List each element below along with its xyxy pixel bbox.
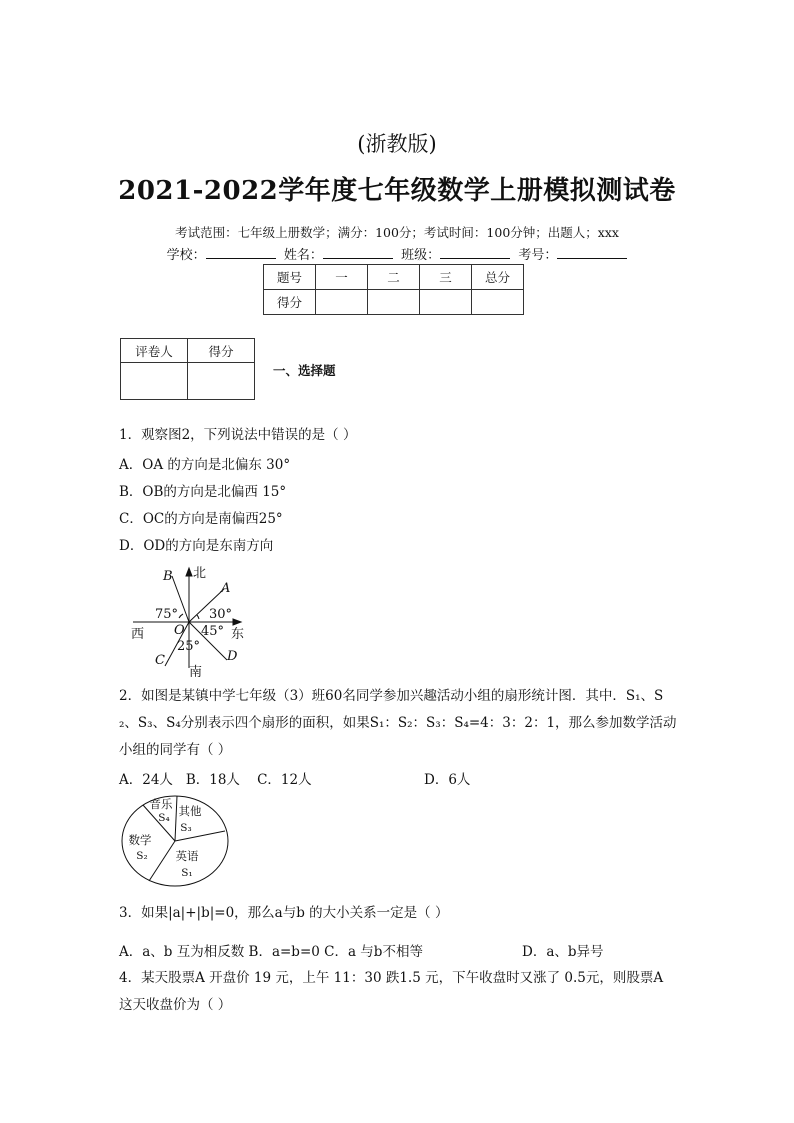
grader-cell[interactable]	[121, 363, 188, 400]
pie-divider	[149, 841, 175, 881]
pie-label-s3: S₃	[180, 822, 192, 834]
pie-label-s4: S₄	[158, 812, 170, 824]
north-arrow-icon	[186, 568, 192, 576]
score-cell[interactable]	[472, 290, 524, 315]
point-d-label: D	[227, 649, 238, 664]
question-1-option-d: D．OD的方向是东南方向	[119, 538, 274, 554]
east-label: 东	[231, 627, 245, 642]
pie-label-english: 英语	[175, 849, 199, 863]
table-row	[121, 339, 255, 363]
question-4-line-1: 4．某天股票A 开盘价 19 元，上午 11：30 跌1.5 元，下午收盘时又涨了 0.5元，则股票A	[119, 970, 664, 986]
exam-no-blank[interactable]	[557, 244, 627, 259]
table-cell: 一	[316, 265, 368, 290]
pie-label-s2: S₂	[136, 850, 148, 862]
school-label: 学校：	[166, 248, 206, 263]
exam-no-label: 考号：	[518, 248, 558, 263]
edition-label: (浙教版)	[357, 132, 437, 156]
point-o-label: O	[174, 623, 185, 638]
grader-score-label: 得分	[188, 339, 255, 363]
question-1-option-c: C．OC的方向是南偏西25°	[119, 511, 283, 527]
question-1-option-a: A．OA 的方向是北偏东 30°	[119, 457, 291, 473]
page-title: 2021-2022学年度七年级数学上册模拟测试卷	[118, 176, 676, 206]
question-2-line-1: 2．如图是某镇中学七年级（3）班60名同学参加兴趣活动小组的扇形统计图．其中．S₁、S	[119, 688, 664, 704]
angle-arc-75	[179, 614, 183, 618]
student-info-line	[0, 244, 794, 263]
point-c-label: C	[155, 653, 165, 668]
north-label: 北	[193, 566, 207, 581]
question-3-options-abc: A．a、b 互为相反数 B．a=b=0 C．a 与b不相等	[119, 944, 423, 960]
angle-25-label: 25°	[177, 639, 201, 654]
table-cell: 得分	[264, 290, 316, 315]
name-blank[interactable]	[323, 244, 393, 259]
question-2-line-3: 小组的同学有（ ）	[119, 742, 232, 758]
point-a-label: A	[221, 581, 231, 596]
question-2-option-a: A．24人	[119, 772, 173, 788]
pie-label-s1: S₁	[181, 867, 193, 879]
table-row	[264, 265, 524, 290]
pie-label-math: 数学	[128, 833, 152, 847]
angle-30-label: 30°	[209, 607, 233, 622]
point-b-label: B	[163, 569, 173, 584]
class-blank[interactable]	[440, 244, 510, 259]
question-3-stem: 3．如果|a|+|b|=0，那么a与b 的大小关系一定是（ ）	[119, 905, 449, 921]
school-blank[interactable]	[206, 244, 276, 259]
question-4-line-2: 这天收盘价为（ ）	[119, 997, 232, 1013]
angle-arc-30	[197, 615, 199, 619]
score-cell[interactable]	[316, 290, 368, 315]
table-cell: 二	[368, 265, 420, 290]
grader-table	[120, 338, 255, 400]
angle-45-label: 45°	[201, 624, 225, 639]
east-arrow-icon	[233, 619, 241, 625]
question-2-option-d: D．6人	[424, 772, 471, 788]
question-1-stem: 1．观察图2，下列说法中错误的是（ ）	[119, 427, 357, 443]
class-label: 班级：	[401, 248, 441, 263]
table-cell: 三	[420, 265, 472, 290]
score-cell[interactable]	[420, 290, 472, 315]
question-2-option-b: B．18人	[185, 772, 240, 788]
table-cell: 总分	[472, 265, 524, 290]
grader-label: 评卷人	[121, 339, 188, 363]
table-cell: 题号	[264, 265, 316, 290]
angle-75-label: 75°	[155, 607, 179, 622]
question-3-option-d: D．a、b异号	[522, 944, 604, 960]
compass-figure	[125, 562, 255, 680]
score-cell[interactable]	[368, 290, 420, 315]
table-row	[121, 363, 255, 400]
score-table	[263, 264, 524, 315]
question-2-option-c: C．12人	[257, 772, 312, 788]
south-label: 南	[189, 665, 203, 680]
pie-label-other: 其他	[178, 804, 202, 818]
pie-label-music: 音乐	[149, 797, 173, 811]
question-2-line-2: ₂、S₃、S₄分别表示四个扇形的面积，如果S₁：S₂：S₃：S₄=4：3：2：1，那么参加数学活动	[119, 715, 677, 731]
name-label: 姓名：	[283, 248, 323, 263]
west-label: 西	[131, 627, 145, 642]
question-1-option-b: B．OB的方向是北偏西 15°	[119, 484, 287, 500]
section-heading: 一、选择题	[273, 363, 336, 378]
grader-score-cell[interactable]	[188, 363, 255, 400]
pie-figure	[119, 794, 231, 890]
pie-divider	[175, 796, 177, 841]
table-row	[264, 290, 524, 315]
exam-info: 考试范围：七年级上册数学；满分：100分；考试时间：100分钟；出题人；xxx	[175, 225, 619, 240]
question-2-options	[119, 768, 312, 788]
